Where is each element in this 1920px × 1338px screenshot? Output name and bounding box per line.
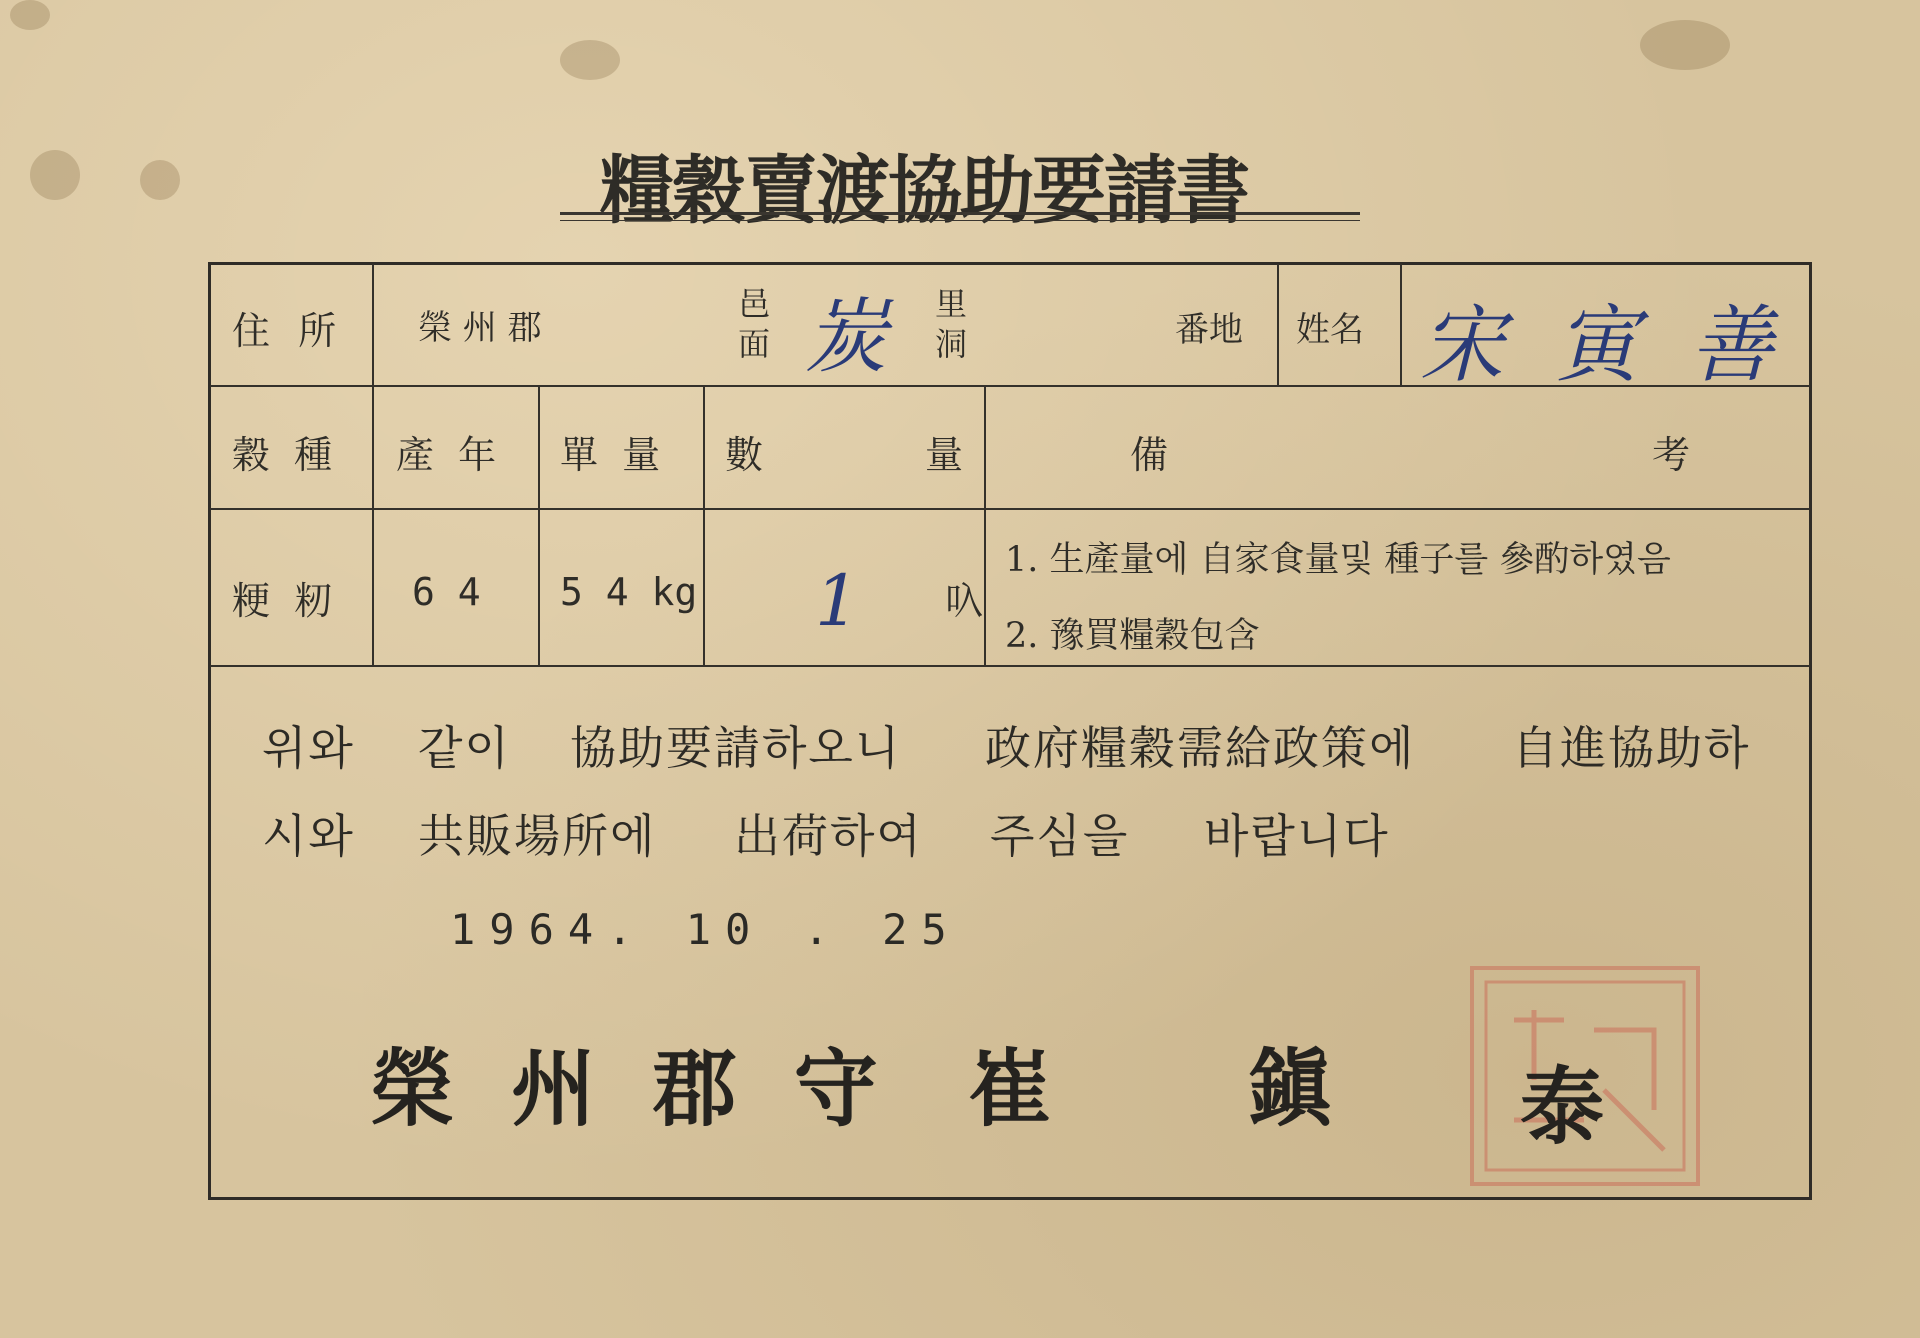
remarks-header-right: 考	[1652, 433, 1691, 477]
remark-1: 1. 生產量에 自家食量및 種子를 參酌하였음	[1005, 540, 1671, 580]
body-line-2-word: 共販場所에	[418, 809, 657, 863]
column-divider	[538, 387, 540, 665]
signatory-name-2: 鎭	[1248, 1039, 1333, 1138]
signatory-name-1: 崔	[968, 1039, 1053, 1138]
quantity-header-left: 數	[725, 433, 764, 477]
stain	[560, 40, 620, 80]
column-divider	[1277, 264, 1279, 385]
stain	[1640, 20, 1730, 70]
name-handwritten: 宋 寅 善	[1420, 296, 1786, 394]
title-underline	[560, 212, 1360, 215]
unit-weight-header: 單 量	[560, 433, 667, 477]
address-label: 住 所	[232, 309, 345, 353]
production-year-value: 6 4	[412, 570, 481, 614]
column-divider	[984, 387, 986, 665]
body-line-1-word: 같이	[418, 721, 511, 775]
document-title: 糧穀賣渡協助要請書	[600, 148, 1248, 234]
name-label: 姓名	[1296, 310, 1364, 350]
body-line-1-word: 自進協助하	[1512, 721, 1751, 775]
stain	[30, 150, 80, 200]
remarks-header-left: 備	[1130, 433, 1169, 477]
stain	[10, 0, 50, 30]
quantity-handwritten: 1	[815, 560, 860, 642]
dong-label: 洞	[935, 325, 968, 363]
grain-type-header: 穀 種	[232, 433, 339, 477]
county-text: 榮 州 郡	[418, 308, 542, 348]
quantity-unit: 叺	[945, 579, 984, 623]
column-divider	[703, 387, 705, 665]
body-line-2-word: 出荷하여	[734, 809, 923, 863]
row-divider	[210, 665, 1810, 667]
remark-2: 2. 豫買糧穀包含	[1005, 616, 1260, 656]
myeon-label: 面	[738, 325, 771, 363]
column-divider	[1400, 264, 1402, 385]
quantity-header-right: 量	[925, 433, 964, 477]
body-line-1-word: 協助要請하오니	[570, 721, 902, 775]
village-handwritten: 炭	[805, 290, 887, 385]
lot-label: 番地	[1175, 310, 1243, 350]
body-line-1-word: 위와	[262, 721, 355, 775]
ri-label: 里	[935, 285, 968, 323]
body-line-2-word: 주심을	[990, 809, 1130, 863]
title-underline	[560, 220, 1360, 221]
signatory-name-3: 泰	[1520, 1057, 1605, 1156]
eup-label: 邑	[738, 285, 771, 323]
unit-weight-value: 5 4 kg	[560, 570, 698, 614]
stain	[140, 160, 180, 200]
body-line-2-word: 바랍니다	[1204, 809, 1390, 863]
row-divider	[210, 508, 1810, 510]
grain-type-value: 粳 籾	[232, 579, 339, 623]
body-line-2-word: 시와	[262, 809, 355, 863]
column-divider	[372, 264, 374, 665]
production-year-header: 產 年	[396, 433, 503, 477]
signatory-office: 榮 州 郡 守	[370, 1039, 892, 1138]
issue-date: 1964. 10 . 25	[450, 905, 961, 954]
body-line-1-word: 政府糧穀需給政策에	[985, 721, 1416, 775]
